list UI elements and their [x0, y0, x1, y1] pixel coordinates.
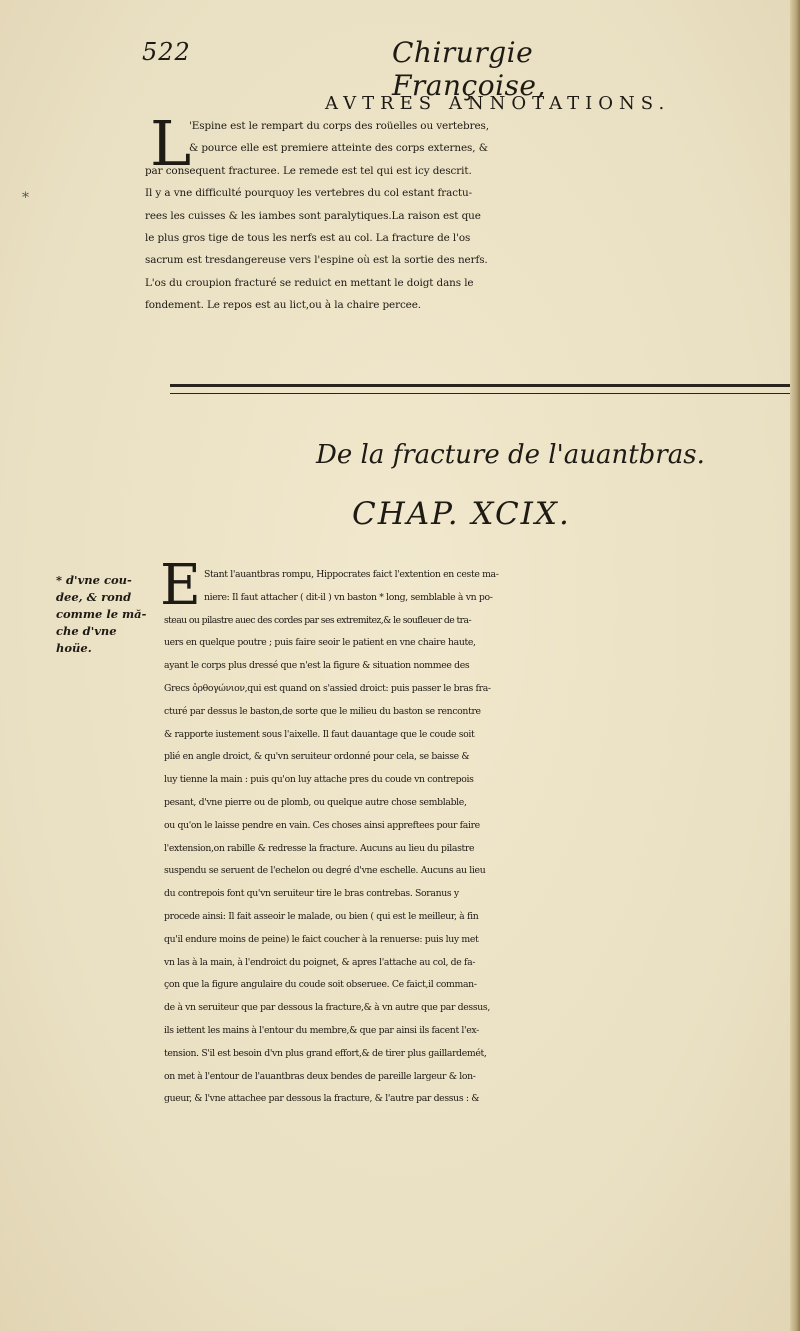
body-line: du contrepois font qu'vn seruiteur tire le bras contrebas. Soranus y [164, 888, 459, 900]
body-line: plié en angle droict, & qu'vn seruiteur ordonné pour cela, se baisse & [164, 751, 470, 763]
annotation-line: fondement. Le repos est au lict,ou à la chaire percee. [145, 299, 421, 312]
chapter-number: CHAP. XCIX. [352, 496, 571, 532]
body-line: çon que la figure angulaire du coude soit obseruee. Ce faict,il comman- [164, 979, 477, 991]
body-line: l'extension,on rabille & redresse la fracture. Aucuns au lieu du pilastre [164, 842, 475, 854]
section-heading: AVTRES ANNOTATIONS. [325, 93, 671, 114]
annotation-line: & pource elle est premiere atteinte des corps externes, & [189, 142, 488, 155]
margin-note-line: che d'vne [56, 624, 117, 638]
annotation-paragraph [145, 107, 795, 317]
body-line: ils iettent les mains à l'entour du membre,& que par ainsi ils facent l'ex- [164, 1024, 479, 1036]
body-line: steau ou pilastre auec des cordes par ses extremitez,& le soufleuer de tra- [164, 614, 471, 626]
body-line: niere: Il faut attacher ( dit-il ) vn baston * long, semblable à vn po- [204, 591, 493, 603]
margin-note-line: comme le mă- [56, 607, 147, 621]
chapter-drop-cap: E [160, 553, 201, 618]
body-line: uers en quelque poutre ; puis faire seoir le patient en vne chaire haute, [164, 637, 476, 649]
body-line: ayant le corps plus dressé que n'est la figure & situation nommee des [164, 660, 470, 672]
annotation-line: par consequent fracturee. Le remede est tel qui est icy descrit. [145, 164, 472, 177]
body-line: suspendu se seruent de l'echelon ou degré d'vne eschelle. Aucuns au lieu [164, 865, 486, 877]
body-line: luy tienne la main : puis qu'on luy attache pres du coude vn contrepois [164, 774, 474, 786]
annotation-line: rees les cuisses & les iambes sont paralytiques.La raison est que [145, 209, 481, 222]
body-line: Stant l'auantbras rompu, Hippocrates faict l'extention en ceste ma- [204, 569, 499, 580]
margin-note-line: dee, & rond [56, 590, 132, 604]
section-divider [170, 384, 790, 394]
body-line: de à vn seruiteur que par dessous la fracture,& à vn autre que par dessus, [164, 1002, 490, 1014]
body-line: Grecs ὀρθογώνιον,qui est quand on s'assied droict: puis passer le bras fra- [164, 682, 491, 694]
annotation-line: L'os du croupion fracturé se reduict en mettant le doigt dans le [145, 276, 474, 289]
chapter-title: De la fracture de l'auantbras. [316, 440, 705, 470]
body-line: pesant, d'vne pierre ou de plomb, ou quelque autre chose semblable, [164, 796, 467, 808]
annotation-line: le plus gros tige de tous les nerfs est au col. La fracture de l'os [145, 231, 471, 244]
margin-note-line: hoüe. [56, 641, 92, 655]
body-line: tension. S'il est besoin d'vn plus grand effort,& de tirer plus gaillardemét, [164, 1047, 487, 1059]
chapter-body [164, 564, 792, 1111]
margin-note [56, 572, 148, 657]
annotation-line: Il y a vne difficulté pourquoy les vertebres du col estant fractu- [145, 187, 473, 200]
body-line: on met à l'entour de l'auantbras deux bendes de pareille largeur & lon- [164, 1070, 476, 1082]
body-line: procede ainsi: Il fait asseoir le malade, ou bien ( qui est le meilleur, à fin [164, 910, 479, 922]
margin-note-line: * d'vne cou- [56, 573, 132, 587]
body-line: qu'il endure moins de peine) le faict coucher à la renuerse: puis luy met [164, 933, 479, 945]
page-number: 522 [142, 38, 191, 66]
body-line: gueur, & l'vne attachee par dessous la fracture, & l'autre par dessus : & [164, 1093, 480, 1105]
body-line: & rapporte iustement sous l'aixelle. Il faut dauantage que le coude soit [164, 728, 475, 740]
body-line: vn las à la main, à l'endroict du poignet, & apres l'attache au col, de fa- [164, 956, 476, 968]
body-line: cturé par dessus le baston,de sorte que le milieu du baston se rencontre [164, 705, 481, 717]
ink-mark: * [22, 190, 29, 206]
annotation-line: sacrum est tresdangereuse vers l'espine où est la sortie des nerfs. [145, 254, 488, 267]
annotation-line: 'Espine est le rempart du corps des roüelles ou vertebres, [189, 120, 489, 132]
page-header [142, 36, 642, 102]
annotation-drop-cap: L [150, 107, 192, 180]
body-line: ou qu'on le laisse pendre en vain. Ces choses ainsi appreftees pour faire [164, 819, 480, 831]
running-title: Chirurgie Françoise, [392, 36, 546, 102]
